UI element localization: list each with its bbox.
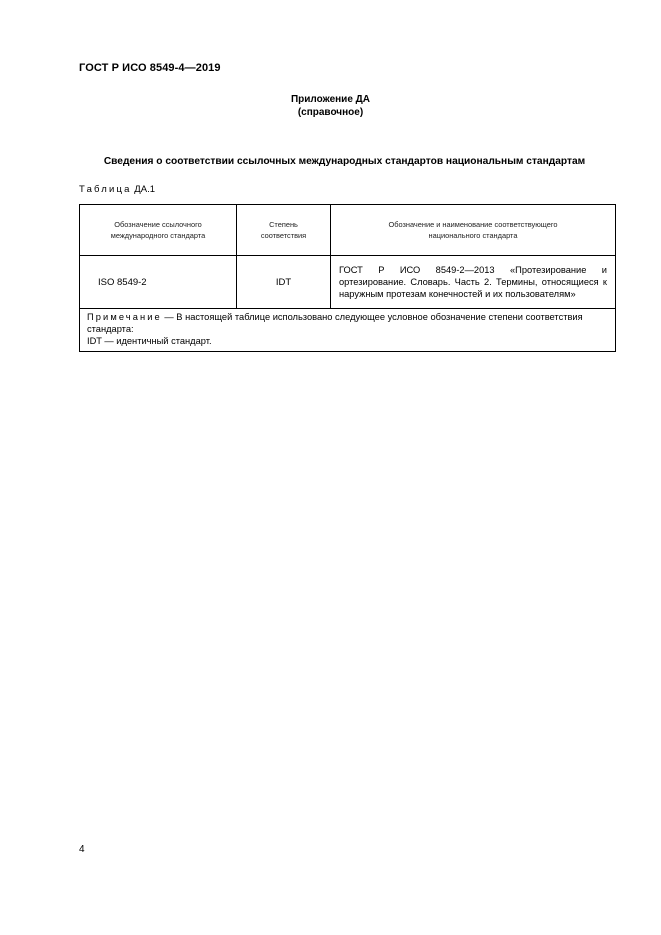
- cell-international-standard: ISO 8549-2: [80, 256, 237, 309]
- document-designation: ГОСТ Р ИСО 8549-4—2019: [79, 62, 221, 74]
- header-degree-of-correspondence: Степень соответствия: [237, 205, 331, 256]
- table-note-row: [80, 309, 616, 352]
- correspondence-table: [79, 204, 616, 352]
- header-international-standard: Обозначение ссылочного международного стандарта: [80, 205, 237, 256]
- table-header-row: [80, 205, 616, 256]
- annex-title: Приложение ДА: [290, 94, 371, 105]
- annex-subtitle: (справочное): [297, 107, 364, 118]
- page-number: 4: [79, 844, 85, 855]
- note-text: — В настоящей таблице использовано следующее условное обозначение степени соответствия стандарта:: [87, 312, 583, 334]
- table-caption-label: Таблица: [79, 184, 132, 195]
- note-definition: IDT — идентичный стандарт.: [87, 336, 212, 346]
- table-row: [80, 256, 616, 309]
- section-title: Сведения о соответствии ссылочных международных стандартов национальным стандартам: [103, 156, 586, 167]
- header-national-standard: Обозначение и наименование соответствующего национального стандарта: [331, 205, 616, 256]
- note-label: Примечание: [87, 312, 162, 322]
- cell-degree: IDT: [237, 256, 331, 309]
- cell-national-standard: ГОСТ Р ИСО 8549-2—2013 «Протезирование и ортезирование. Словарь. Часть 2. Термины, относящиеся к наружным протезам конечностей и их пользователям»: [331, 256, 616, 309]
- table-caption-number: ДА.1: [134, 184, 155, 195]
- annex-heading: [0, 93, 661, 119]
- table-note: [80, 309, 616, 352]
- table-caption: [79, 184, 155, 195]
